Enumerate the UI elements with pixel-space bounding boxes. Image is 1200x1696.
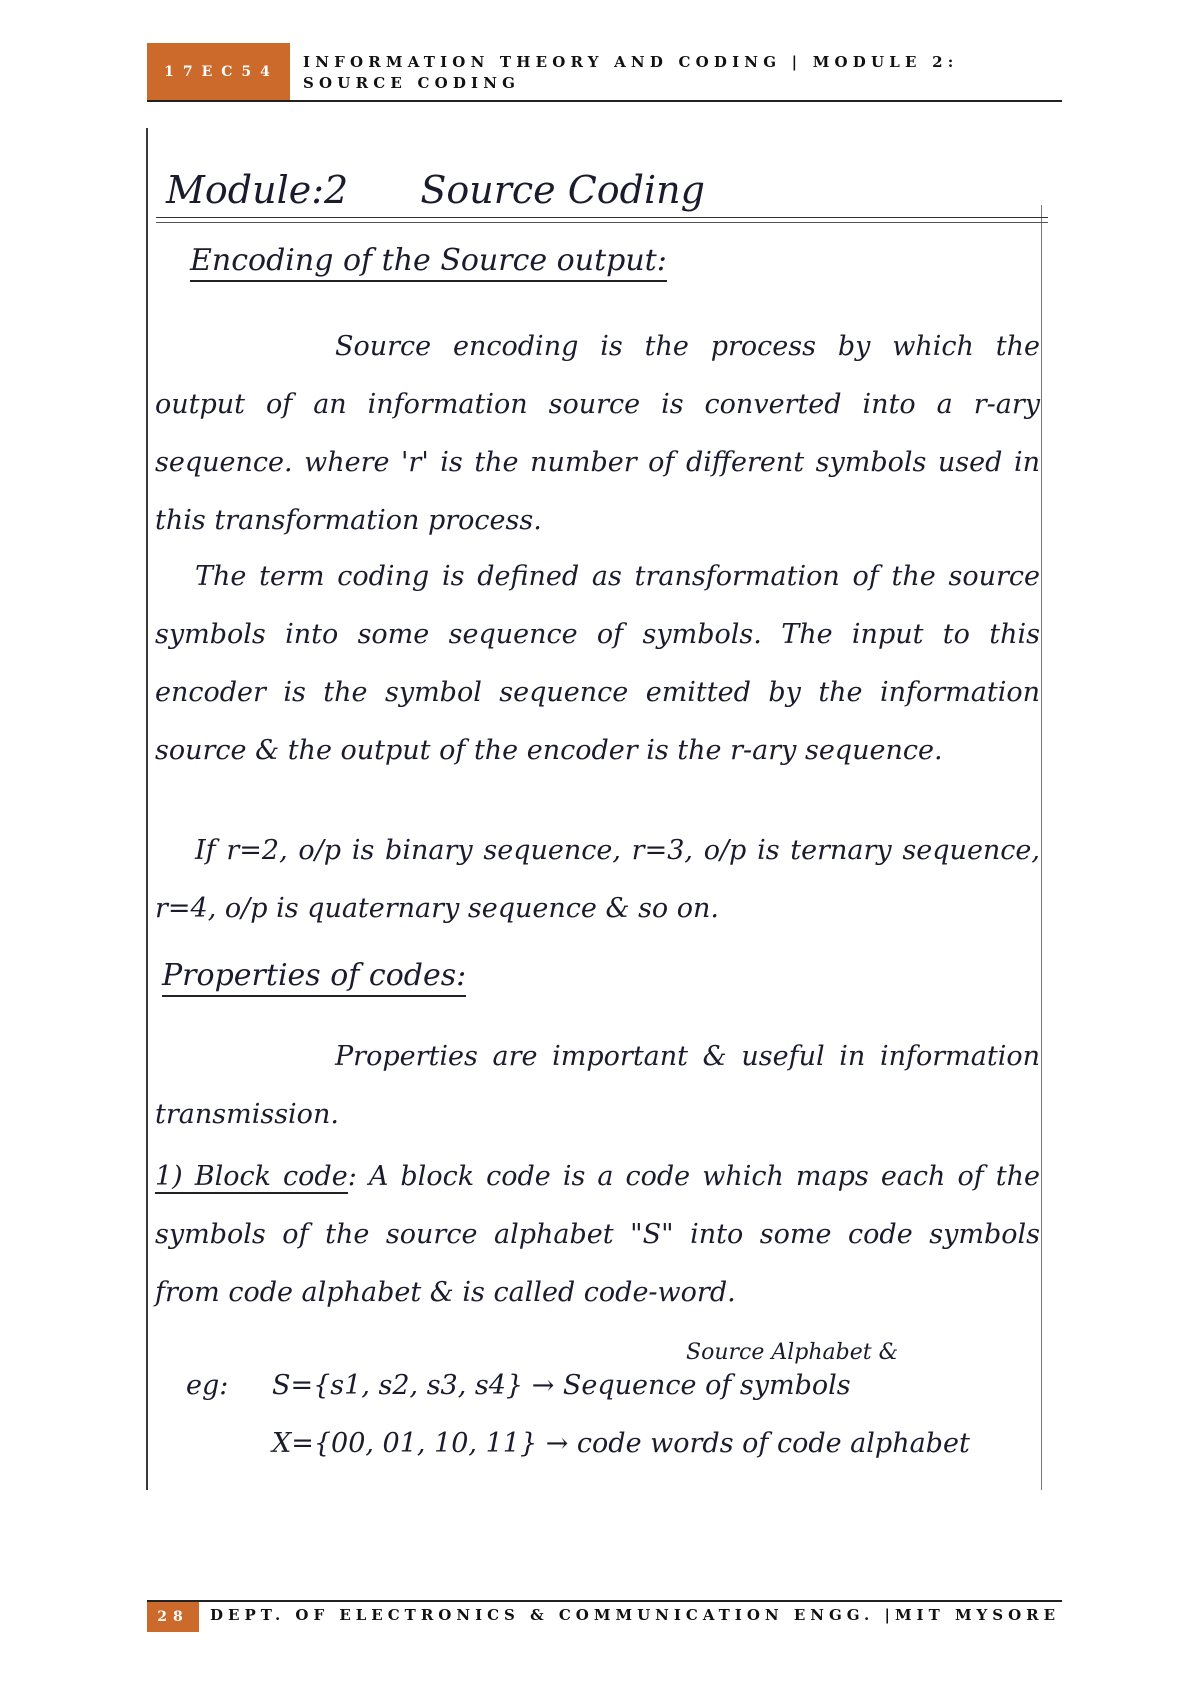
course-code-badge: 17EC54 — [147, 43, 290, 101]
title-underline-second — [156, 222, 1048, 223]
properties-heading: Properties of codes: — [162, 958, 466, 997]
properties-text: Properties are important & useful in information transmission. — [155, 1041, 1040, 1130]
encoding-text-2: The term coding is defined as transformation of the source symbols into some sequence of symbols. The input to this encoder is the symbol sequence emitted by the information source & the output of the encoder is the r-ary sequence. — [155, 561, 1040, 766]
eg-annotation: Source Alphabet & — [686, 1340, 899, 1365]
encoding-text-3: If r=2, o/p is binary sequence, r=3, o/p is ternary sequence, r=4, o/p is quaternary sequence & so on. — [155, 835, 1040, 924]
footer-department: DEPT. OF ELECTRONICS & COMMUNICATION ENGG. |MIT MYSORE — [210, 1606, 1061, 1624]
module-number: Module:2 — [166, 168, 349, 212]
encoding-paragraph-1 — [155, 318, 1040, 550]
eg-line-1: S={s1, s2, s3, s4} → Sequence of symbols — [272, 1370, 851, 1401]
block-code-heading: 1) Block code — [155, 1161, 348, 1192]
block-code-paragraph — [155, 1148, 1040, 1322]
header-title: INFORMATION THEORY AND CODING | MODULE 2: SOURCE CODING — [303, 53, 959, 92]
encoding-text-1: Source encoding is the process by which the output of an information source is converted into a r-ary sequence. where 'r' is the number of different symbols used in this transformation process. — [155, 331, 1040, 536]
encoding-paragraph-3 — [155, 822, 1040, 938]
eg-line-2: X={00, 01, 10, 11} → code words of code alphabet — [272, 1428, 970, 1459]
properties-paragraph — [155, 1028, 1040, 1144]
header-divider — [147, 100, 1062, 102]
footer-divider — [147, 1600, 1062, 1602]
page-number-badge: 28 — [147, 1602, 199, 1632]
module-title — [166, 168, 705, 212]
encoding-paragraph-2 — [155, 548, 1040, 780]
sheet-margin-line — [1041, 205, 1042, 1490]
eg-label: eg: — [186, 1370, 229, 1401]
title-underline — [156, 217, 1048, 218]
block-code-text: : A block code is a code which maps each of the symbols of the source alphabet "S" into some code symbols from code alphabet & is called code-word. — [155, 1161, 1040, 1308]
encoding-heading: Encoding of the Source output: — [190, 243, 667, 282]
module-name: Source Coding — [420, 168, 705, 212]
